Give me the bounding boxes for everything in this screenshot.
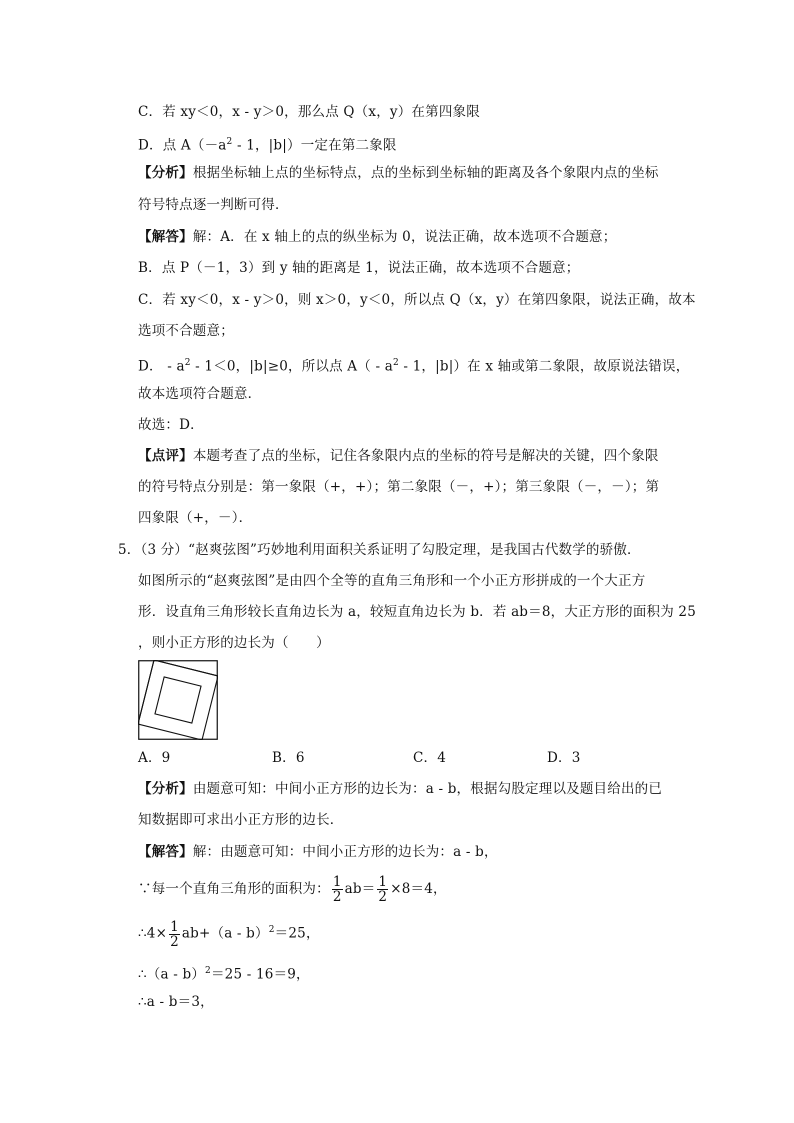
- option-c: C．4: [413, 750, 447, 766]
- step-3-line: ∴（a - b）$^2$＝25 - 16＝9，: [138, 966, 310, 983]
- analysis-line-2: 符号特点逐一判断可得．: [138, 197, 289, 213]
- question-5-line-1: 5．（3 分）“赵爽弦图”巧妙地利用面积关系证明了勾股定理，是我国古代数学的骄傲．: [118, 542, 641, 558]
- fraction: $\frac{1}{2}$: [170, 918, 179, 950]
- option-c-line: C．若 xy＜0，x - y＞0，那么点 Q（x，y）在第四象限: [138, 104, 480, 120]
- option-a: A．9: [138, 750, 171, 766]
- step-2-line: ∴4× $\frac{1}{2}$ ab+（a - b）$^2$＝25，: [138, 918, 320, 950]
- question-5-line-2: 如图所示的“赵爽弦图”是由四个全等的直角三角形和一个小正方形拼成的一个大正方: [138, 573, 646, 589]
- answer-line-3: C．若 xy＜0，x - y＞0，则 x＞0，y＜0，所以点 Q（x，y）在第四象限，说法正确，故本: [138, 292, 696, 308]
- small-center-square: [155, 677, 201, 723]
- answer-line-2: B．点 P（－1，3）到 y 轴的距离是 1，说法正确，故本选项不合题意；: [138, 260, 580, 276]
- choice-line: 故选：D．: [138, 417, 204, 433]
- option-d: D．3: [547, 750, 581, 766]
- fraction: $\frac{1}{2}$: [378, 874, 388, 905]
- q5-answer-line-1: 【解答】解：由题意可知：中间小正方形的边长为：a - b，: [138, 844, 498, 860]
- question-5-line-4: ，则小正方形的边长为（ ）: [138, 635, 330, 651]
- inner-tilted-square: [138, 660, 218, 740]
- analysis-line-1: 【分析】根据坐标轴上点的坐标特点，点的坐标到坐标轴的距离及各个象限内点的坐标: [138, 165, 659, 181]
- comment-line-1: 【点评】本题考查了点的坐标，记住各象限内点的坐标的符号是解决的关键，四个象限: [138, 448, 659, 464]
- step-1-line: ∵每一个直角三角形的面积为： $\frac{1}{2}$ ab＝ $\frac{1}{2}$ ×8＝4，: [138, 874, 447, 905]
- comment-line-3: 四象限（+，－）．: [138, 510, 253, 526]
- answer-line-1: 【解答】解：A．在 x 轴上的点的纵坐标为 0，说法正确，故本选项不合题意；: [138, 229, 617, 245]
- comment-line-2: 的符号特点分别是：第一象限（+，+）；第二象限（－，+）；第三象限（－，－）；第: [138, 479, 660, 495]
- question-5-line-3: 形．设直角三角形较长直角边长为 a，较短直角边长为 b．若 ab＝8，大正方形的面积为 25: [138, 604, 697, 620]
- q5-analysis-line-1: 【分析】由题意可知：中间小正方形的边长为：a - b，根据勾股定理以及题目给出的已: [138, 781, 663, 797]
- fraction: $\frac{1}{2}$: [332, 874, 342, 905]
- zhao-shuang-diagram: [138, 660, 218, 740]
- analysis-tag: 【分析】: [138, 165, 193, 181]
- answer-line-5: D． - $a^2 - 1<0$，|b|≥0，所以点 $A( - a^2 - 1$，|b|）在 x 轴或第二象限，故原说法错误，: [138, 358, 690, 375]
- answer-line-4: 选项不合题意；: [138, 323, 234, 339]
- answer-tag: 【解答】: [138, 229, 193, 245]
- option-b: B．6: [272, 750, 305, 766]
- comment-tag: 【点评】: [138, 448, 193, 464]
- answer-line-6: 故本选项符合题意．: [138, 386, 262, 402]
- q5-analysis-line-2: 知数据即可求出小正方形的边长．: [138, 812, 344, 828]
- step-4-line: ∴a - b＝3，: [138, 994, 214, 1010]
- option-d-line: D．点 $A(-a^2 - 1$，|b|）一定在第二象限: [138, 137, 397, 154]
